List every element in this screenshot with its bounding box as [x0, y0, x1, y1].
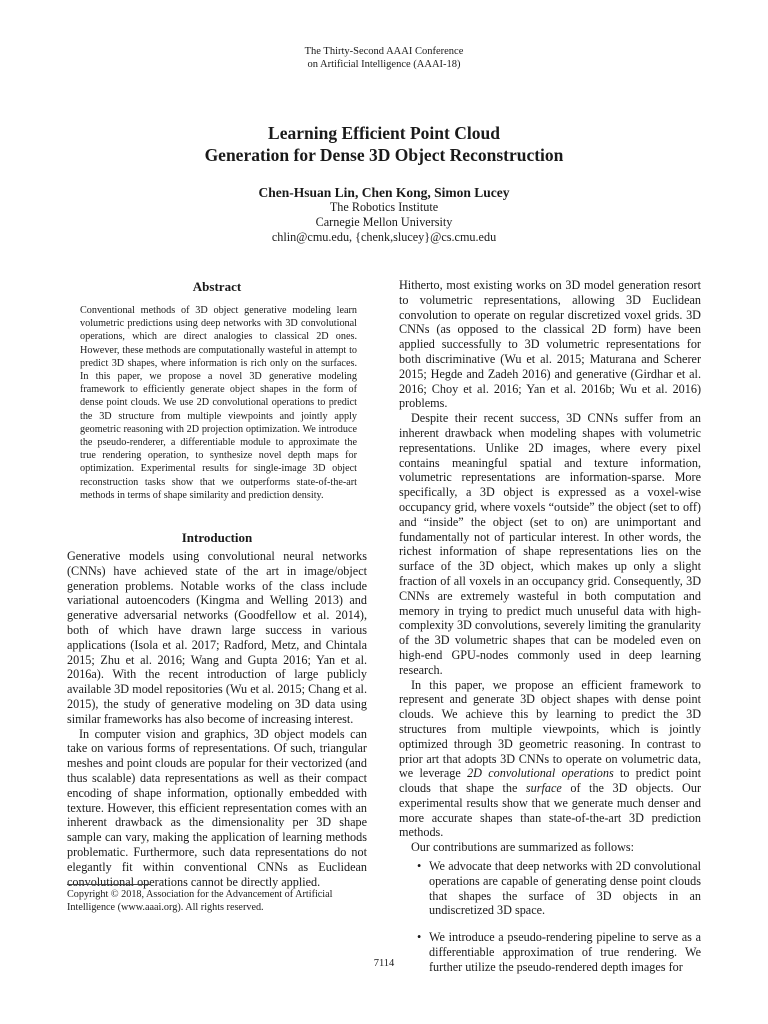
introduction-heading: Introduction: [181, 530, 253, 545]
right-column: [399, 278, 701, 987]
abstract-heading: Abstract: [192, 279, 242, 294]
p3-text-b: to predict point clouds that shape the: [399, 766, 701, 796]
bullet-glyph: •: [417, 859, 422, 874]
university: Carnegie Mellon University: [315, 215, 453, 230]
p3-text-c: of the 3D objects. Our experimental results show that we generate much denser and more accurate shapes than state-of-the-art 3D prediction methods.: [399, 781, 701, 840]
bullet-glyph: •: [417, 930, 422, 945]
intro-paragraph-2: In computer vision and graphics, 3D object models can take on various forms of representations. Of such, triangular meshes and point clouds are popular for their vectorized (and thus scalable) data representations as well as their compact encoding of shape information, optionally embedded with texture. However, this efficient representation comes with an inherent drawback as the dimensionality per 3D shape sample can vary, making the application of learning methods problematic. Furthermore, such data representations do not elegantly fit within conventional CNNs as Euclidean convolutional operations cannot be directly applied.: [67, 726, 367, 889]
conference-header: [0, 45, 768, 71]
introduction-section: [67, 530, 367, 889]
contribution-text: We advocate that deep networks with 2D convolutional operations are capable of generating dense point clouds that shapes the surface of 3D objects in an undiscretized 3D space.: [429, 859, 701, 918]
copyright-text: Copyright © 2018, Association for the Advancement of Artificial Intelligence (www.aaai.org). All rights reserved.: [67, 889, 333, 913]
right-paragraph-4: Our contributions are summarized as follows:: [411, 840, 635, 855]
title-line-1: Learning Efficient Point Cloud: [268, 123, 500, 143]
footnote-rule: [67, 884, 151, 885]
copyright-footnote: [67, 884, 367, 915]
affiliation: [0, 200, 768, 246]
paper-title: [0, 122, 768, 166]
p3-emphasis-2d-conv: 2D convolutional operations: [467, 766, 614, 781]
p3-emphasis-surface: surface: [525, 781, 562, 796]
intro-paragraph-1: Generative models using convolutional neural networks (CNNs) have achieved state of the art in image/object generation problems. Notable works of the class include variational autoencoders (Kingma and Welling 2013) and generative adversarial networks (Goodfellow et al. 2014), both of which have drawn large success in various applications (Isola et al. 2017; Radford, Metz, and Chintala 2015; Zhu et al. 2016; Wang and Gupta 2016; Yan et al. 2016a). With the recent introduction of large publicly available 3D model repositories (Wu et al. 2015; Chang et al. 2015), the study of generative modeling on 3D data using similar frameworks has also become of increasing interest.: [67, 549, 367, 726]
contribution-text: We introduce a pseudo-rendering pipeline to serve as a differentiable approximation of true rendering. We further utilize the pseudo-rendered depth images for: [429, 930, 701, 974]
title-line-2: Generation for Dense 3D Object Reconstruction: [204, 145, 564, 165]
page-number: 7114: [373, 958, 395, 969]
right-paragraph-2: Despite their recent success, 3D CNNs suffer from an inherent drawback when modeling shapes with volumetric representations. Unlike 2D images, where every pixel contains meaningful spatial and texture information, volumetric representations are information-sparse. More specifically, a 3D object is expressed as a voxel-wise occupancy grid, where voxels “outside” the object (set to off) and “inside” the object (set to on) are unimportant and fundamentally not of particular interest. In other words, the richest information of shape representations lies on the surface of the 3D object, which makes up only a slight fraction of all voxels in an occupancy grid. Consequently, 3D CNNs are extremely wasteful in both computation and memory in trying to predict much unuseful data with high-complexity 3D convolutions, severely limiting the granularity of the 3D volumetric shapes that can be modeled even on high-end GPU-nodes commonly used in deep learning research.: [399, 411, 701, 677]
institute: The Robotics Institute: [329, 200, 439, 214]
contribution-item: [399, 859, 701, 918]
abstract-text: Conventional methods of 3D object generative modeling learn volumetric predictions using deep networks with 3D convolutional operations, which are direct analogies to classical 2D ones. However, these methods are computationally wasteful in attempt to predict 3D shapes, where information is rich only on the surfaces. In this paper, we propose a novel 3D generative modeling framework to efficiently generate object shapes in the form of dense point clouds. We use 2D convolutional operations to predict the 3D structure from multiple viewpoints and jointly apply geometric reasoning with 2D projection optimization. We introduce the pseudo-renderer, a differentiable module to approximate the true rendering operation, to synthesize novel depth maps for optimization. Experimental results for single-image 3D object reconstruction tasks show that we outperforms state-of-the-art methods in terms of shape similarity and prediction density.: [80, 305, 357, 501]
abstract-heading-wrap: [67, 279, 367, 295]
right-paragraph-3: [399, 678, 701, 841]
conference-line-1: The Thirty-Second AAAI Conference: [304, 46, 464, 57]
conference-line-2: on Artificial Intelligence (AAAI-18): [307, 59, 461, 70]
emails: chlin@cmu.edu, {chenk,slucey}@cs.cmu.edu: [271, 230, 497, 245]
right-paragraph-1: Hitherto, most existing works on 3D model generation resort to volumetric representations, allowing 3D Euclidean convolution to operate on regular discretized voxel grids. 3D CNNs (as opposed to the classical 2D form) have been applied successfully to 3D volumetric representations for both discriminative (Wu et al. 2015; Maturana and Scherer 2015; Hegde and Zadeh 2016) and generative (Girdhar et al. 2016; Choy et al. 2016; Yan et al. 2016b; Wu et al. 2016) problems.: [399, 278, 701, 411]
p3-text-a: In this paper, we propose an efficient framework to represent and generate 3D object shapes with dense point clouds. We achieve this by learning to predict the 3D structures from multiple viewpoints, which is jointly optimized through 3D geometric reasoning. In contrast to prior art that adopts 3D CNNs to operate on volumetric data, we leverage: [399, 677, 701, 781]
authors: Chen-Hsuan Lin, Chen Kong, Simon Lucey: [258, 185, 510, 200]
